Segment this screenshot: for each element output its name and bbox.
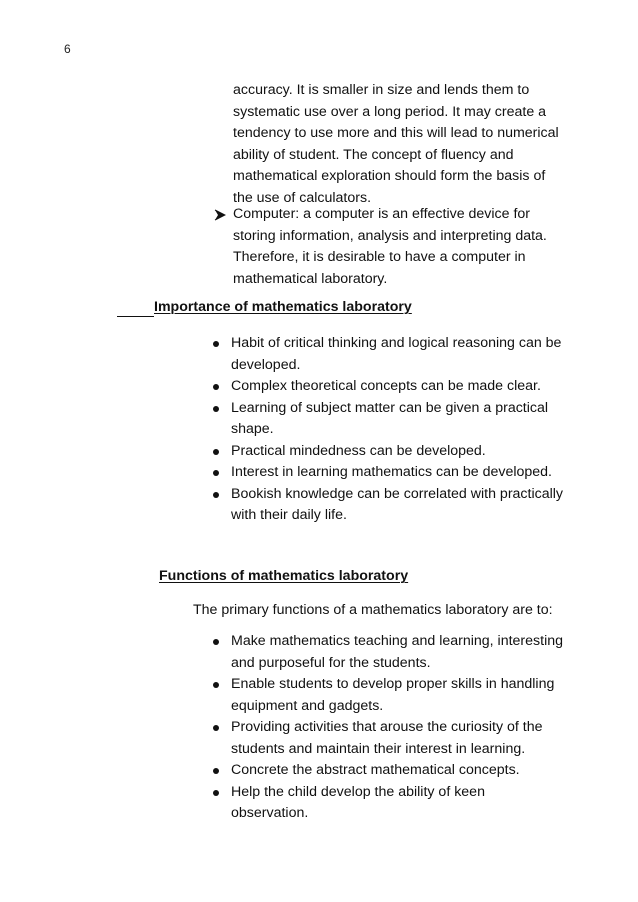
bullet-icon	[213, 682, 219, 688]
bullet-icon	[213, 768, 219, 774]
bullet-icon	[213, 790, 219, 796]
list-item-line: with their daily life.	[231, 507, 347, 523]
computer-line: Computer: a computer is an effective device for	[233, 206, 531, 222]
list-item	[212, 760, 592, 782]
list-item-line: students and maintain their interest in learning.	[231, 740, 526, 757]
list-item-line: shape.	[231, 421, 274, 437]
bullet-icon	[213, 384, 219, 390]
importance-heading-text: Importance of mathematics laboratory	[154, 299, 412, 315]
bullet-icon	[213, 725, 219, 731]
list-item-line: Practical mindedness can be developed.	[231, 442, 486, 459]
list-item	[212, 333, 592, 376]
calculator-paragraph	[233, 80, 559, 209]
list-item-line: equipment and gadgets.	[231, 697, 384, 714]
list-item-line: Bookish knowledge can be correlated with practically	[231, 485, 564, 502]
list-item	[212, 441, 592, 463]
computer-line: mathematical laboratory.	[233, 270, 388, 287]
list-item-line: Help the child develop the ability of keen	[231, 783, 485, 800]
list-item	[212, 674, 592, 717]
paragraph-line: accuracy. It is smaller in size and lends them to	[233, 82, 530, 98]
page-number: 6	[64, 42, 71, 56]
bullet-icon	[213, 639, 219, 645]
paragraph-line: the use of calculators.	[233, 189, 372, 206]
bullet-icon	[213, 406, 219, 412]
list-item	[212, 717, 592, 760]
list-item-line: Complex theoretical concepts can be made clear.	[231, 378, 541, 394]
functions-list	[212, 631, 592, 825]
bullet-icon	[213, 470, 219, 476]
list-item-line: Learning of subject matter can be given a practical	[231, 399, 549, 416]
list-item	[212, 398, 592, 441]
list-item-line: and purposeful for the students.	[231, 654, 431, 671]
paragraph-line: systematic use over a long period. It may create a	[233, 103, 547, 120]
bullet-icon	[213, 341, 219, 347]
bullet-icon	[213, 449, 219, 455]
importance-list	[212, 333, 592, 527]
list-item-line: Interest in learning mathematics can be developed.	[231, 464, 552, 480]
list-item-line: Make mathematics teaching and learning, interesting	[231, 633, 564, 649]
functions-intro: The primary functions of a mathematics laboratory are to:	[193, 602, 553, 618]
list-item	[212, 462, 592, 484]
list-item	[212, 782, 592, 825]
bullet-icon	[213, 492, 219, 498]
list-item	[212, 484, 592, 527]
list-item-line: Habit of critical thinking and logical reasoning can be	[231, 335, 562, 351]
paragraph-line: ability of student. The concept of fluency and	[233, 146, 514, 163]
computer-line: storing information, analysis and interpreting data.	[233, 227, 547, 244]
functions-heading: Functions of mathematics laboratory	[159, 568, 409, 584]
list-item-line: Concrete the abstract mathematical concepts.	[231, 762, 520, 778]
list-item-line: Providing activities that arouse the curiosity of the	[231, 719, 543, 735]
heading-rule	[117, 316, 154, 317]
computer-list-item	[214, 204, 574, 290]
list-item-line: developed.	[231, 356, 301, 373]
arrow-bullet-icon	[214, 204, 230, 226]
paragraph-line: mathematical exploration should form the basis of	[233, 168, 546, 184]
importance-heading	[117, 297, 412, 319]
list-item-line: Enable students to develop proper skills in handling	[231, 676, 555, 692]
list-item	[212, 631, 592, 674]
list-item	[212, 376, 592, 398]
list-item-line: observation.	[231, 805, 309, 821]
computer-line: Therefore, it is desirable to have a computer in	[233, 249, 526, 265]
paragraph-line: tendency to use more and this will lead to numerical	[233, 125, 559, 141]
